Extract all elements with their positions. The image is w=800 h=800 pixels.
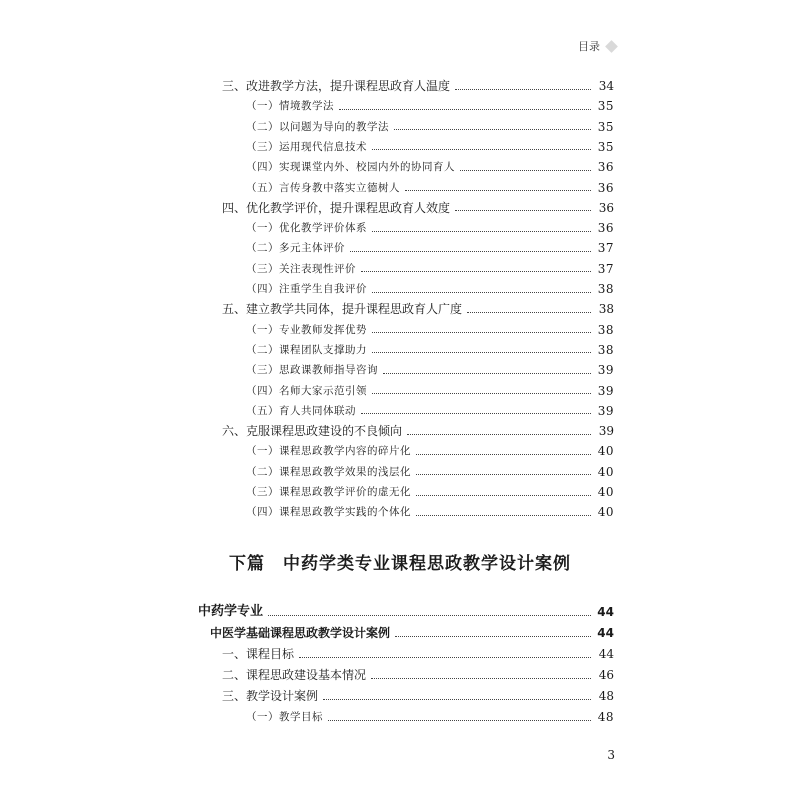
dot-leader [339,109,591,110]
toc-entry-label: （三）运用现代信息技术 [246,140,367,153]
toc-entry-page: 35 [597,99,614,114]
dot-leader [372,292,591,293]
toc-entry [246,238,614,258]
toc-entry-page: 40 [597,444,614,459]
page-number: 3 [607,748,615,762]
dot-leader [455,210,591,211]
toc-entry-page: 38 [598,302,614,317]
toc-entry-label: 四、优化教学评价，提升课程思政育人效度 [222,200,451,215]
dot-leader [416,495,591,496]
toc-entry [222,198,614,218]
toc-entry-page: 44 [597,626,614,640]
dot-leader [416,474,591,475]
toc-entry-page: 38 [597,322,614,337]
toc-entry-page: 39 [598,424,614,439]
toc-entry-page: 46 [598,668,614,682]
toc-entry [246,157,614,177]
toc-entry [246,178,614,198]
toc-entry [246,401,614,421]
toc-entry-label: 中医学基础课程思政教学设计案例 [210,626,391,640]
toc-entry-label: （四）实现课堂内外、校园内外的协同育人 [246,161,455,174]
dot-leader [268,615,591,616]
toc-entry [222,665,614,685]
dot-leader [395,636,591,637]
toc-entry [246,441,614,461]
toc-entry [222,299,614,319]
toc-entry [246,117,614,137]
dot-leader [416,454,591,455]
toc-entry-label: （三）关注表现性评价 [246,262,356,275]
header-title: 目录 [578,40,600,53]
toc-entry [246,259,614,279]
dot-leader [467,312,591,313]
toc-entry-page: 39 [597,363,614,378]
toc-entry-label: （一）情境教学法 [246,100,334,113]
toc-entry-label: （二）课程思政教学效果的浅层化 [246,465,411,478]
toc-entry [210,623,614,643]
toc-entry-page: 48 [598,689,614,703]
dot-leader [328,720,591,721]
dot-leader [394,129,591,130]
toc-entry-page: 44 [597,605,614,619]
toc-entry-label: （四）注重学生自我评价 [246,283,367,295]
part-title: 下篇 中药学类专业课程思政教学设计案例 [229,554,571,574]
toc-entry-page: 40 [597,485,614,499]
toc-entry-page: 39 [597,383,614,398]
dot-leader [372,393,591,394]
toc-entry [246,218,614,238]
toc-entry-label: 一、课程目标 [222,647,295,661]
dot-leader [372,149,591,150]
toc-entry [246,482,614,502]
toc-entry-page: 35 [597,119,614,134]
toc-entry-label: （二）多元主体评价 [246,242,345,255]
toc-entry-label: 二、课程思政建设基本情况 [222,668,367,682]
toc-entry [222,644,614,664]
toc-entry-page: 34 [598,79,614,93]
toc-entry-page: 36 [598,200,614,215]
toc-entry [246,502,614,522]
toc-entry-label: 三、改进教学方法，提升课程思政育人温度 [222,79,451,93]
toc-entry [198,602,614,622]
dot-leader [416,515,591,516]
toc-entry-page: 36 [597,160,614,175]
toc-entry [246,360,614,380]
toc-entry [246,279,614,299]
toc-entry-page: 35 [597,139,614,154]
toc-entry [222,686,614,706]
toc-entry-label: 五、建立教学共同体，提升课程思政育人广度 [222,302,463,317]
toc-entry-label: （五）言传身教中落实立德树人 [246,181,400,194]
toc-entry-page: 37 [597,241,614,256]
running-header [578,38,616,54]
dot-leader [323,699,591,700]
dot-leader [372,231,591,232]
toc-entry [246,462,614,482]
dot-leader [361,413,591,414]
toc-entry [246,707,614,727]
toc-entry [222,421,614,441]
toc-entry [246,96,614,116]
toc-entry [246,320,614,340]
toc-entry-label: （三）思政课教师指导咨询 [246,364,378,377]
dot-leader [350,251,591,252]
toc-entry [246,137,614,157]
dot-leader [299,657,591,658]
toc-entry-label: （一）课程思政教学内容的碎片化 [246,445,411,458]
toc-entry-page: 44 [598,647,614,661]
toc-entry-page: 40 [597,505,614,520]
toc-entry-page: 37 [597,261,614,276]
toc-entry-label: 三、教学设计案例 [222,689,319,703]
toc-entry [246,381,614,401]
toc-entry-label: 中药学专业 [198,604,264,619]
toc-entry-page: 40 [597,464,614,479]
dot-leader [383,373,591,374]
toc-entry [246,340,614,360]
toc-entry-page: 39 [597,403,614,418]
toc-entry-page: 38 [597,282,614,296]
toc-entry-label: （一）教学目标 [246,711,323,723]
toc-entry-label: （四）名师大家示范引领 [246,384,367,397]
toc-entry-page: 48 [597,710,614,724]
toc-entry-label: （三）课程思政教学评价的虚无化 [246,486,411,498]
dot-leader [372,352,591,353]
toc-entry-page: 36 [597,221,614,236]
toc-entry-label: （二）以问题为导向的教学法 [246,120,389,133]
dot-leader [455,89,591,90]
dot-leader [372,332,591,333]
dot-leader [405,190,591,191]
dot-leader [371,678,591,679]
toc-entry-label: （一）专业教师发挥优势 [246,323,367,336]
dot-leader [460,170,591,171]
dot-leader [407,434,591,435]
toc-entry-label: （五）育人共同体联动 [246,404,356,417]
toc-entry-label: （一）优化教学评价体系 [246,222,367,235]
toc-entry-page: 38 [597,342,614,357]
toc-entry-label: （四）课程思政教学实践的个体化 [246,506,411,519]
dot-leader [361,271,591,272]
toc-entry-label: 六、克服课程思政建设的不良倾向 [222,424,403,439]
toc-entry [222,76,614,96]
toc-entry-label: （二）课程团队支撑助力 [246,343,367,356]
diamond-ornament-icon [605,40,618,53]
toc-entry-page: 36 [597,180,614,195]
